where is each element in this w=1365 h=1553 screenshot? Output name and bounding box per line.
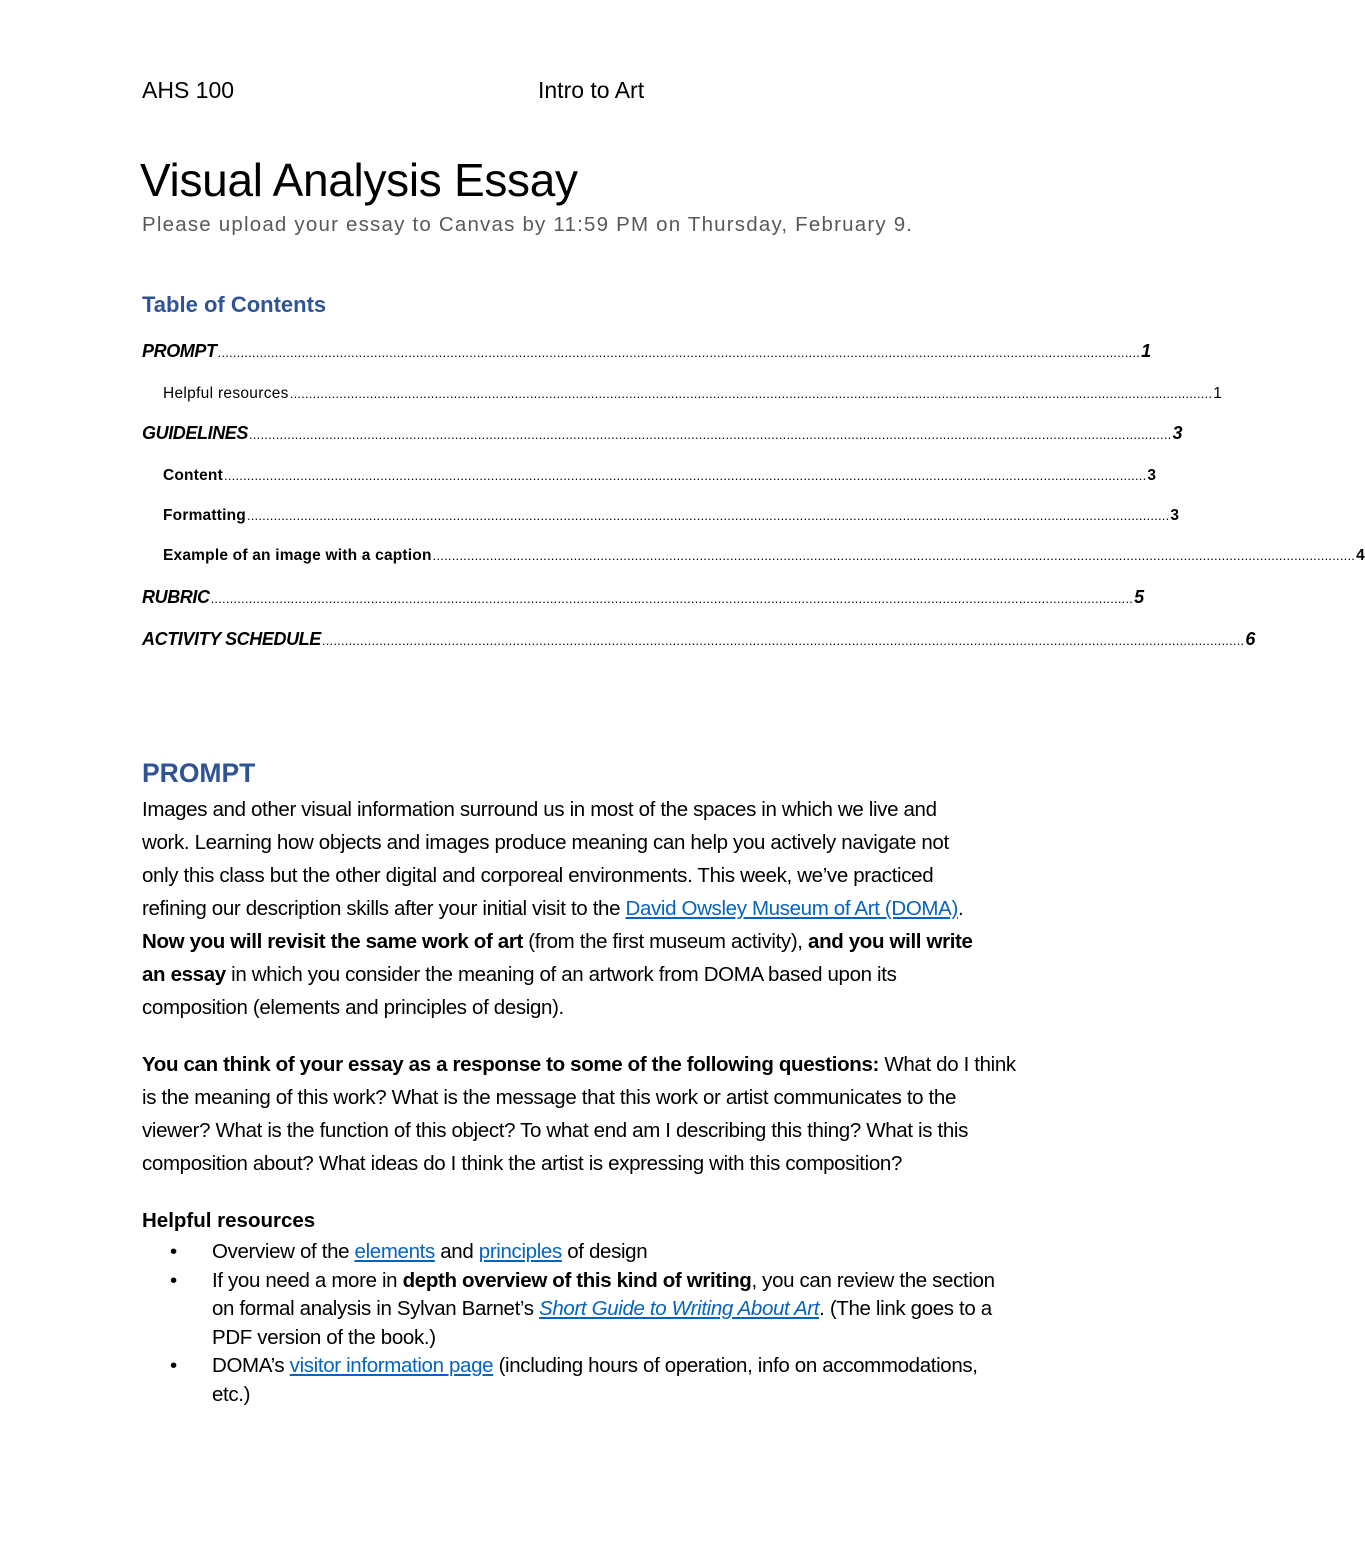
toc-entry-text: Example of an image with a caption (163, 547, 432, 564)
list-item (170, 1352, 1070, 1409)
text-run: refining our description skills after your initial visit to the (142, 897, 626, 920)
text-run: of design (561, 1240, 648, 1263)
toc-leader-dots: .................................................................................................................................................................................................................................................. (289, 386, 1213, 401)
paragraph-line: composition (elements and principles of design). (142, 996, 564, 1019)
bold-text: Now you will revisit the same work of art (142, 930, 523, 953)
toc-leader-dots: .................................................................................................................................................................................................................................................. (210, 591, 1134, 606)
toc-page-number: 1 (1213, 385, 1223, 402)
text-run: on formal analysis in Sylvan Barnet’s (212, 1297, 540, 1320)
text-run: Overview of the (212, 1240, 355, 1263)
toc-page-number: 3 (1170, 507, 1180, 524)
toc-leader-dots: .................................................................................................................................................................................................................................................. (246, 508, 1170, 523)
helpful-resources-heading: Helpful resources (142, 1209, 316, 1232)
bullet-icon: • (170, 1268, 177, 1292)
paragraph-line: is the meaning of this work? What is the message that this work or artist communicates to the (142, 1086, 957, 1109)
document-subtitle: Please upload your essay to Canvas by 11:59 PM on Thursday, February 9. (142, 213, 914, 236)
elements-link[interactable]: elements (354, 1240, 435, 1263)
bold-text: and you will write (808, 930, 973, 953)
prompt-paragraph-1 (142, 793, 1067, 1024)
toc-leader-dots: .................................................................................................................................................................................................................................................. (217, 345, 1141, 360)
toc-entry-activity-schedule[interactable] (142, 629, 1255, 650)
bold-text: an essay (142, 963, 226, 986)
paragraph-line (142, 892, 1067, 925)
toc-entry-guidelines[interactable] (142, 423, 1183, 444)
text-run: and (434, 1240, 479, 1263)
text-run: in which you consider the meaning of an artwork from DOMA based upon its (225, 963, 897, 986)
toc-leader-dots: .................................................................................................................................................................................................................................................. (432, 548, 1356, 563)
toc-entry-prompt[interactable] (142, 341, 1151, 362)
toc-entry-text: GUIDELINES (142, 423, 249, 443)
prompt-paragraph-2 (142, 1048, 1067, 1180)
list-item-line (212, 1267, 1070, 1296)
toc-page-number: 4 (1356, 547, 1365, 564)
text-run: , you can review the section (751, 1268, 995, 1292)
toc-entry-content[interactable] (163, 467, 1157, 485)
text-run: (from the first museum activity), (522, 930, 809, 953)
bullet-icon: • (170, 1354, 177, 1377)
toc-entry-text: Helpful resources (163, 385, 289, 402)
bold-text: depth overview of this kind of writing (402, 1268, 752, 1292)
toc-entry-rubric[interactable] (142, 587, 1144, 608)
toc-page-number: 6 (1245, 629, 1255, 649)
paragraph-line: Images and other visual information surround us in most of the spaces in which we live and (142, 798, 937, 821)
document-title: Visual Analysis Essay (140, 154, 578, 206)
list-item (170, 1267, 1070, 1353)
paragraph-line (142, 1048, 1067, 1081)
visitor-info-link[interactable]: visitor information page (289, 1354, 494, 1377)
toc-page-number: 5 (1134, 587, 1144, 607)
toc-entry-text: ACTIVITY SCHEDULE (142, 629, 321, 649)
short-guide-link[interactable]: Short Guide to Writing About Art (539, 1297, 820, 1320)
toc-page-number: 3 (1147, 467, 1157, 484)
toc-page-number: 3 (1172, 423, 1183, 443)
toc-entry-text: Content (163, 467, 223, 484)
toc-entry-image-caption-example[interactable] (163, 547, 1365, 565)
text-run: DOMA’s (212, 1354, 290, 1377)
text-run: . (The link goes to a (819, 1297, 992, 1320)
prompt-heading: PROMPT (142, 758, 256, 788)
principles-link[interactable]: principles (478, 1240, 562, 1263)
toc-heading: Table of Contents (142, 292, 327, 317)
list-item-line: PDF version of the book.) (212, 1325, 436, 1349)
list-item-line: etc.) (212, 1382, 251, 1406)
paragraph-line: composition about? What ideas do I think the artist is expressing with this composition? (142, 1152, 902, 1175)
text-run: (including hours of operation, info on accommodations, (493, 1354, 978, 1377)
bold-text: You can think of your essay as a response to some of the following questions: (142, 1053, 879, 1076)
list-item (170, 1238, 1070, 1267)
paragraph-line: only this class but the other digital and corporeal environments. This week, we’ve practiced (142, 864, 934, 887)
list-item-line (212, 1352, 1070, 1381)
paragraph-line: work. Learning how objects and images produce meaning can help you actively navigate not (142, 831, 949, 854)
text-run: What do I think (879, 1053, 1016, 1076)
toc-leader-dots: .................................................................................................................................................................................................................................................. (321, 633, 1245, 648)
resources-list (170, 1238, 1070, 1409)
toc-entry-text: RUBRIC (142, 587, 210, 607)
toc-entry-text: PROMPT (142, 341, 217, 361)
text-run: If you need a more in (212, 1268, 403, 1292)
toc-page-number: 1 (1141, 341, 1151, 361)
course-code: AHS 100 (142, 77, 235, 103)
toc-entry-text: Formatting (163, 507, 246, 524)
paragraph-line (142, 958, 1067, 991)
toc-entry-formatting[interactable] (163, 507, 1180, 525)
bullet-icon: • (170, 1240, 177, 1263)
paragraph-line (142, 925, 1067, 958)
toc-leader-dots: .................................................................................................................................................................................................................................................. (223, 468, 1147, 483)
text-run: . (957, 897, 964, 920)
course-name: Intro to Art (538, 77, 645, 103)
toc-entry-helpful-resources[interactable] (163, 385, 1223, 403)
toc-leader-dots: .................................................................................................................................................................................................................................................. (249, 427, 1172, 442)
list-item-line (212, 1238, 1070, 1267)
doma-link[interactable]: David Owsley Museum of Art (DOMA) (625, 897, 958, 920)
paragraph-line: viewer? What is the function of this object? To what end am I describing this thing? What is this (142, 1119, 968, 1142)
list-item-line (212, 1295, 1070, 1324)
